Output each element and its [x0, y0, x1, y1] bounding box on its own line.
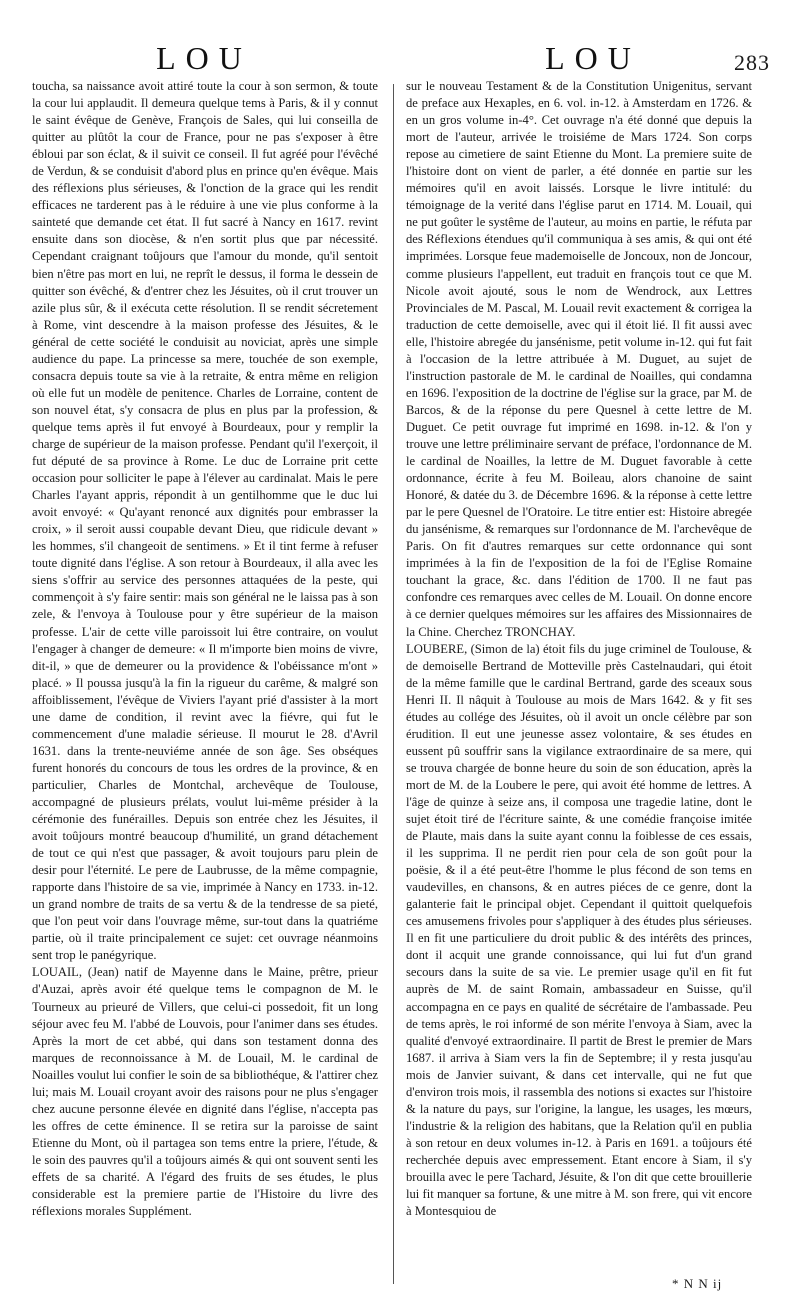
right-column [406, 78, 752, 1220]
entry-loubere: LOUBERE, (Simon de la) étoit fils du juge criminel de Toulouse, & de demoiselle Bertrand de Motteville près Castelnaudari, qui étoit de la même famille que le cardinal Bertrand, garde des sceaux sous Henri II. Il nâquit à Toulouse au mois de Mars 1642. & y fit ses études au collége des Jésuites, où il avoit un oncle célèbre par son érudition. Il eut une jeunesse assez volontaire, & ses études en eussent pû souffrir sans la vigilance extraordinaire de sa mere, qui se trouva chargée de bonne heure du soin de son éducation, après la mort de M. de la Loubere le pere, qui avoit été homme de lettres. A l'âge de quinze à seize ans, il composa une tragedie latine, dont le sujet étoit tiré de l'écriture sainte, & une comédie françoise imitée de Plaute, mais dans la suite ayant connu la foiblesse de ces essais, il les supprima. Il ne perdit rien pour cela de son goût pour la poësie, & il a été peut-être l'homme le plus fécond de son tems en vaudevilles, en chansons, & en autres piéces de ce genre, dont la galanterie fait le principal objet. Cependant il quittoit quelquefois ces amusemens frivoles pour s'appliquer à des études plus sérieuses. Il en fit une particuliere du droit public & des intérêts des princes, dont il acquit une grande connoissance, qui lui fut d'un grand secours dans la suite de sa vie. Le premier usage qu'il en fit fut auprès de M. de saint Romain, ambassadeur en Suisse, qu'il accompagna en ce pays en qualité de sécrétaire de l'ambassade. Peu de tems après, le roi informé de son mérite l'envoya à Siam, avec la qualité d'envoyé extraordinaire. Il partit de Brest le premier de Mars 1687. il arriva à Siam vers la fin de Septembre; il y resta jusqu'au mois de Janvier suivant, & dans cet intervalle, qui ne fut que d'environ trois mois, il rassembla des notions si exactes sur l'histoire & la nature du pays, sur l'origine, la langue, les usages, les mœurs, l'industrie & la religion des habitans, que la Relation qu'il en publia à son retour en deux volumes in-12. à Paris en 1691. a toûjours été recherchée depuis avec empressement. Etant encore à Siam, il s'y brouilla avec le pere Tachard, Jésuite, & l'on dit que cette brouillerie lui fit manquer sa fortune, & une mitre à M. son frere, qui vit encore à Montesquiou de [406, 641, 752, 1219]
signature-mark: * N N ij [672, 1276, 723, 1291]
running-head-right: LOU [545, 40, 641, 76]
entry-louail: LOUAIL, (Jean) natif de Mayenne dans le Maine, prêtre, prieur d'Auzai, après avoir été quelque tems le compagnon de M. le Tourneux au prieuré de Villers, que celui-ci possedoit, fit un long séjour avec feu M. l'abbé de Louvois, pour l'animer dans ses études. Après la mort de cet abbé, qui dans son testament donna des marques de reconnoissance à M. de Louail, M. le cardinal de Noailles voulut lui confier le soin de sa bibliothéque, & l'attirer chez lui; mais M. Louail croyant avoir des raisons pour ne plus s'engager chez aucune personne élevée en dignité dans l'église, n'accepta pas les offres de cette éminence. Il se retira sur la paroisse de saint Etienne du Mont, où il partagea son tems entre la priere, l'étude, & le soin des pauvres qu'il a toûjours aimés & qui ont souvent senti les effets de sa charité. A l'égard des fruits de ses études, le plus considerable est la premiere partie de l'Histoire du livre des réflexions morales Supplément. [32, 965, 378, 1219]
page-number: 283 [734, 50, 770, 75]
entry-louail-continued: sur le nouveau Testament & de la Constitution Unigenitus, servant de preface aux Hexaples, en 6. vol. in-12. à Amsterdam en 1726. & en un gros volume in-4°. Cet ouvrage n'a été donné que depuis la mort de l'auteur, arrivée le troisiéme de Mars 1724. Son corps repose au cimetiere de saint Etienne du Mont. La premiere suite de l'histoire dont on vient de parler, a été donnée en partie sur les mémoires qu'il en avoit laissés. Lorsque le livre intitulé: du témoignage de la verité dans l'église parut en 1714. M. Louail, qui ne put goûter le systême de l'auteur, au moins en partie, le réfuta par des Réflexions étendues qu'il communiqua à ses amis, & qui ont été imprimées. Lorsque feue mademoiselle de Joncoux, non de Joncour, comme plusieurs l'appellent, eut traduit en françois tout ce que M. Nicole avoit ajouté, sous le nom de Wendrock, aux Lettres Provinciales de M. Pascal, M. Louail revit exactement & corrigea la traduction de cette demoiselle, avec qui il étoit lié. Il fit aussi avec elle, l'histoire abregée du jansénisme, petit volume in-12. qui fut fait à l'occasion de la lettre attribuée à M. Duguet, au sujet de l'instruction pastorale de M. le cardinal de Noailles, qui condamna en 1696. l'exposition de la doctrine de l'église sur la grace, par M. de Barcos, & de la réponse du pere Quesnel à cette lettre de M. Duguet. Ce petit ouvrage fut imprimé en 1698. in-12. & l'on y trouve une lettre préliminaire servant de préface, l'ordonnance de M. le cardinal de Noailles, la lettre de M. Duguet favorable à cette ordonnance, écrite à feu M. Boileau, alors chanoine de saint Honoré, & datée du 3. de Décembre 1696. & la réponse à cette lettre par le pere Quesnel de l'Oratoire. Le titre entier est: Histoire abregée du jansénisme, & remarques sur l'ordonnance de M. l'archevêque de Paris. On fit d'autres remarques sur cette ordonnance qui sont imprimées à la fin de l'exposition de la foi de l'Eglise Romaine touchant la grace, &c. dans l'édition de 1700. Il ne faut pas confondre ces remarques avec celles de M. Louail. On donne encore à ce dernier quelques mémoires sur les affaires des Missionnaires de la Chine. Cherchez TRONCHAY. [406, 79, 752, 639]
entry-charles-de-lorraine-continued: toucha, sa naissance avoit attiré toute la cour à son sermon, & toute la cour lui applaudit. Il demeura quelque tems à Paris, & il y connut le saint évêque de Genève, François de Sales, qui lui conseilla de quitter au plûtôt la cour de France, pour ne pas s'exposer à être ébloui par son éclat, & il suivit ce conseil. Il fut agréé pour l'évêché de Verdun, & se conduisit d'abord plus en prince qu'en évêque. Mais des réflexions plus sérieuses, & l'onction de la grace qui les rendit efficaces ne tarderent pas à le réduire à une vie plus conforme à la sainteté que demande cet état. Il fut sacré à Nancy en 1617. revint ensuite dans son diocèse, & n'en sortit plus que par nécessité. Cependant craignant toûjours que l'amour du monde, qu'il sentoit bien n'être pas mort en lui, ne reprît le dessus, il forma le dessein de quitter son évêché, & d'entrer chez les Jésuites, où il crut trouver un azile plus sûr, & il exécuta cette résolution. Il se rendit sécretement à Rome, vint descendre à la maison professe des Jésuites, & le général de cette société le conduisit au noviciat, après une simple audience du pape. La princesse sa mere, touchée de son exemple, consacra depuis toute sa vie à la retraite, & entra même en religion où elle fut un modèle de penitence. Charles de Lorraine, content de son nouvel état, s'y consacra de plus en plus par la profession, & quelque tems après il fut envoyé à Bourdeaux, pour y remplir la charge de supérieur de la maison professe. Pendant qu'il l'exerçoit, il fut député de sa province à Rome. Le duc de Lorraine prit cette occasion pour solliciter le pape à l'élever au cardinalat. Mais le pere Charles l'ayant appris, répondit à un gentilhomme que le duc lui avoit envoyé: « Qu'ayant renoncé aux dignités pour embrasser la croix, » il seroit aussi coupable devant Dieu, que ridicule devant » les hommes, s'il changeoit de sentimens. » Et il tint ferme à refuser toute dignité dans l'église. A son retour à Bourdeaux, il alla avec les siens s'offrir au service des personnes attaquées de la peste, qui commençoit à s'y faire sentir: mais son général ne le laissa pas à son zele, & l'envoya à Toulouse pour y être supérieur de la maison professe. L'air de cette ville paroissoit lui être contraire, on voulut l'engager à changer de demeure: « Il m'importe bien moins de vivre, dit-il, » que de demeurer ou la providence & l'obéissance m'ont » placé. » Il poussa jusqu'à la fin la rigueur du carême, & malgré son affoiblissement, l'évêque de Viviers l'ayant prié d'assister à la mort une dame de condition, il revint avec la fiévre, qui fut le commencement d'une maladie sérieuse. Il mourut le 28. d'Avril 1631. dans la trente-neuviéme année de son âge. Ses obséques furent honorés du concours de tous les ordres de la province, & en particulier, Charles de Montchal, archevêque de Toulouse, accompagné de plusieurs prélats, voulut lui-même présider à la cérémonie des funérailles. Depuis son entrée chez les Jésuites, il avoit toûjours montré beaucoup d'humilité, un grand détachement de tout ce qui n'est que passager, & avoit toujours paru plein de desir pour l'éternité. Le pere de Laubrusse, de la même compagnie, rapporte dans l'histoire de sa vie, imprimée à Nancy en 1733. in-12. un grand nombre de traits de sa vertu & de la tendresse de sa pieté, que l'on peut voir dans l'ouvrage même, sur-tout dans la quatriéme partie, où il traite principalement ce sujet: cet ouvrage néanmoins sent trop le panégyrique. [32, 79, 378, 963]
running-head-left: LOU [156, 40, 252, 76]
column-divider [393, 84, 394, 1284]
left-column [32, 78, 378, 1220]
